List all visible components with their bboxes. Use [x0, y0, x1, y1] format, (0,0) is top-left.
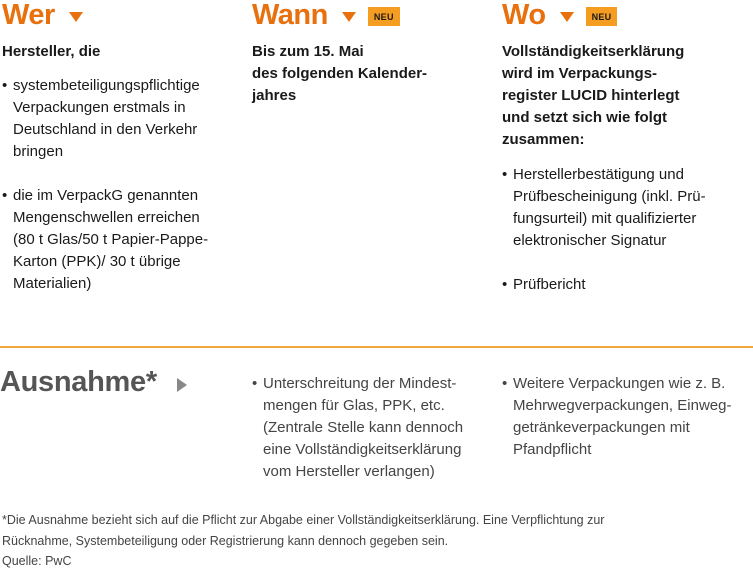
wer-bullet-1: • systembeteiligungspflichtige Verpackungen erstmals in Deutschland in den Verkehr bringen	[2, 75, 237, 163]
heading-wann	[252, 0, 487, 32]
heading-wer	[2, 0, 237, 32]
new-badge: NEU	[586, 7, 618, 26]
column-wer	[2, 0, 237, 292]
chevron-down-icon[interactable]	[560, 12, 574, 22]
column-wann	[252, 0, 487, 104]
wann-lead: Bis zum 15. Mai des folgenden Kalender- jahres	[252, 43, 428, 104]
wer-bullet-list	[2, 75, 237, 295]
wo-bullet-list	[502, 164, 752, 296]
chevron-down-icon[interactable]	[69, 12, 83, 22]
wo-lead: Vollständigkeitserklärung wird im Verpackungs- register LUCID hinterlegt und setzt sich wie folgt zusammen:	[502, 43, 685, 148]
column-wo	[502, 0, 752, 293]
heading-wo-title: Wo	[502, 0, 546, 31]
wo-bullet-2: • Prüfbericht	[502, 274, 752, 296]
new-badge: NEU	[368, 7, 400, 26]
section-divider	[0, 346, 753, 348]
wer-bullet-2: • die im VerpackG genannten Mengenschwellen erreichen (80 t Glas/50 t Papier-Pappe- Karton (PPK)/ 30 t übrige Materialien)	[2, 185, 237, 295]
chevron-right-icon[interactable]	[177, 378, 187, 392]
heading-wo	[502, 0, 752, 32]
wo-bullet-1: • Herstellerbestätigung und Prüfbescheinigung (inkl. Prü- fungsurteil) mit qualifizierter elektronischer Signatur	[502, 164, 752, 252]
source-note: Quelle: PwC	[2, 554, 72, 568]
wer-lead: Hersteller, die	[2, 43, 101, 60]
heading-wer-title: Wer	[2, 0, 55, 31]
heading-wann-title: Wann	[252, 0, 328, 31]
ausnahme-item-1: • Unterschreitung der Mindest- mengen für Glas, PPK, etc. (Zentrale Stelle kann dennoch eine Vollständigkeitserklärung vom Hersteller verlangen)	[252, 373, 497, 483]
ausnahme-title: Ausnahme*	[0, 366, 157, 398]
ausnahme-heading	[0, 366, 187, 399]
ausnahme-item-2: • Weitere Verpackungen wie z. B. Mehrwegverpackungen, Einweg- getränkeverpackungen mit Pfandpflicht	[502, 373, 752, 461]
footnote: *Die Ausnahme bezieht sich auf die Pflicht zur Abgabe einer Vollständigkeitserklärung. Eine Verpflichtung zur Rücknahme, Systembeteiligung oder Registrierung kann dennoch gegeben sein.	[2, 513, 605, 548]
chevron-down-icon[interactable]	[342, 12, 356, 22]
